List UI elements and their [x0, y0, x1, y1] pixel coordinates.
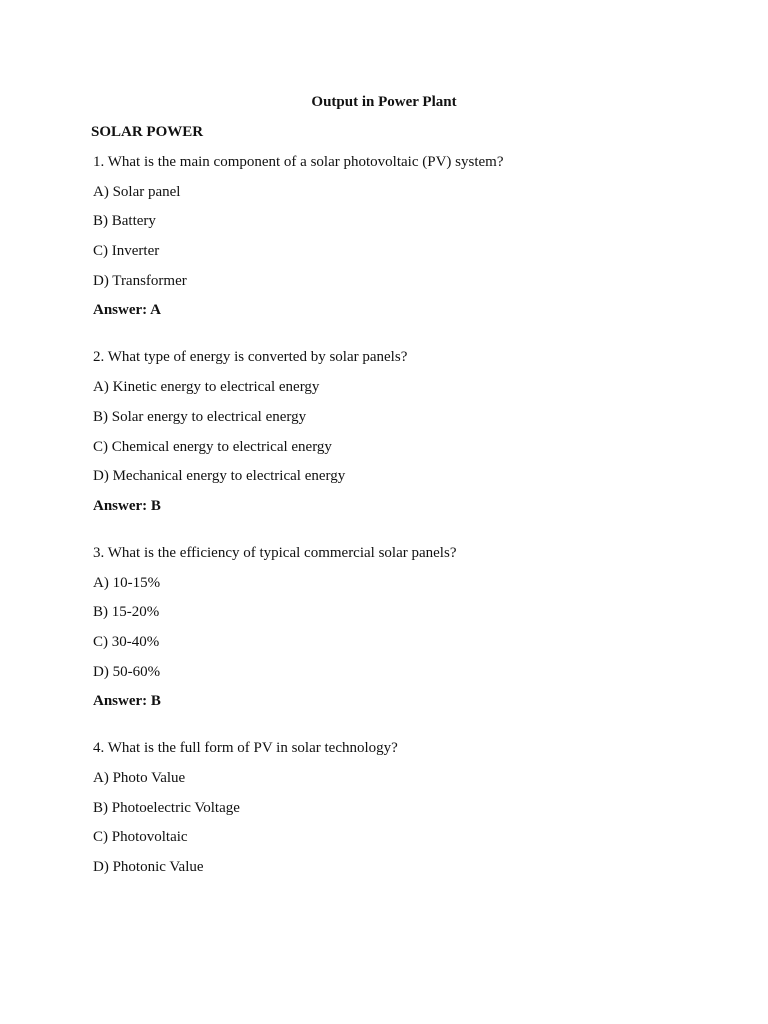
question-text: 1. What is the main component of a solar photovoltaic (PV) system?: [93, 154, 504, 170]
answer-option: A) Photo Value: [93, 770, 186, 786]
answer-option: D) Mechanical energy to electrical energy: [93, 468, 346, 485]
answer-option: C) Inverter: [93, 243, 160, 260]
answer-option: B) 15-20%: [93, 604, 160, 621]
question-block: [93, 544, 713, 710]
question-block: [93, 153, 713, 319]
question-text: 2. What type of energy is converted by solar panels?: [93, 349, 408, 366]
answer-value: B: [150, 497, 161, 514]
question-text: 3. What is the efficiency of typical commercial solar panels?: [93, 544, 457, 561]
answer-option: C) Chemical energy to electrical energy: [93, 438, 332, 455]
answer-value: B: [150, 693, 161, 710]
answer-option: D) 50-60%: [93, 663, 161, 680]
answer-key: [93, 301, 713, 319]
document-title: Output in Power Plant: [311, 94, 457, 110]
answer-option: A) Kinetic energy to electrical energy: [93, 379, 320, 396]
question-block: [93, 348, 713, 514]
answer-key: [93, 692, 713, 710]
question-block: [93, 739, 713, 876]
answer-option: D) Transformer: [93, 272, 187, 289]
answer-label: Answer:: [93, 302, 148, 319]
answer-key: [93, 497, 713, 515]
answer-option: B) Battery: [93, 213, 156, 230]
answer-option: A) 10-15%: [93, 574, 161, 591]
answer-option: A) Solar panel: [93, 183, 181, 200]
answer-value: A: [150, 302, 161, 319]
answer-option: C) Photovoltaic: [93, 829, 188, 846]
answer-option: D) Photonic Value: [93, 859, 204, 876]
answer-option: B) Solar energy to electrical energy: [93, 408, 307, 425]
question-text: 4. What is the full form of PV in solar technology?: [93, 740, 398, 757]
section-heading: SOLAR POWER: [91, 124, 204, 140]
answer-label: Answer:: [93, 693, 148, 710]
answer-option: C) 30-40%: [93, 633, 160, 650]
answer-label: Answer:: [93, 497, 148, 514]
answer-option: B) Photoelectric Voltage: [93, 799, 240, 816]
question-list: [93, 153, 713, 905]
